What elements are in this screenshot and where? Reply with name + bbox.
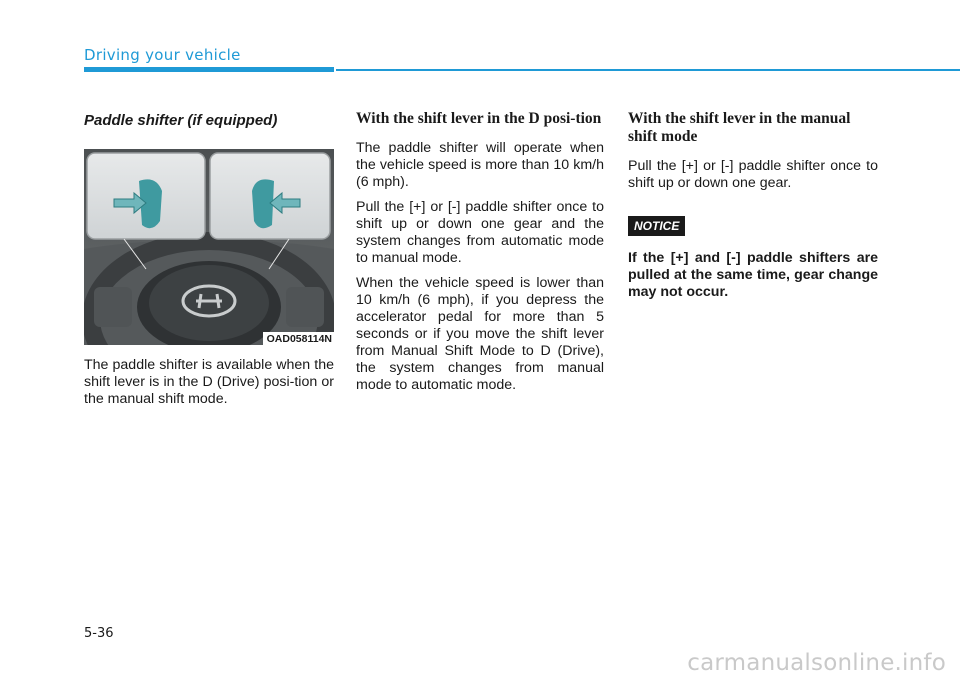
steering-wheel-image [84, 149, 334, 345]
watermark: carmanualsonline.info [687, 650, 946, 676]
notice-text: If the [+] and [-] paddle shifters are pulled at the same time, gear change may not occur. [628, 250, 878, 300]
d-position-paragraph-3: When the vehicle speed is lower than 10 km/h (6 mph), if you depress the accelerator pedal for more than 5 seconds or if you move the shift lever from Manual Shift Mode to D (Drive), the system changes from manual mode to automatic mode. [356, 275, 604, 393]
manual-mode-paragraph: Pull the [+] or [-] paddle shifter once to shift up or down one gear. [628, 158, 878, 191]
d-position-heading: With the shift lever in the D posi-tion [356, 110, 602, 127]
page-number: 5-36 [84, 626, 114, 641]
header-rule-thick [84, 67, 334, 72]
column-right [628, 110, 878, 309]
d-position-paragraph-1: The paddle shifter will operate when the vehicle speed is more than 10 km/h (6 mph). [356, 140, 604, 190]
notice-badge: NOTICE [628, 216, 685, 236]
column-left [84, 110, 334, 416]
manual-mode-heading: With the shift lever in the manual shift mode [628, 110, 851, 145]
figure-code: OAD058114N [263, 332, 334, 345]
header-rule-thin [336, 69, 960, 71]
paddle-shifter-heading: Paddle shifter (if equipped) [84, 112, 278, 129]
paddle-shifter-description: The paddle shifter is available when the shift lever is in the D (Drive) posi-tion or the manual shift mode. [84, 357, 334, 407]
column-middle [356, 110, 604, 402]
d-position-paragraph-2: Pull the [+] or [-] paddle shifter once to shift up or down one gear and the system changes from automatic mode to manual mode. [356, 199, 604, 266]
steering-wheel-illustration [84, 149, 334, 345]
section-header: Driving your vehicle [84, 46, 241, 64]
